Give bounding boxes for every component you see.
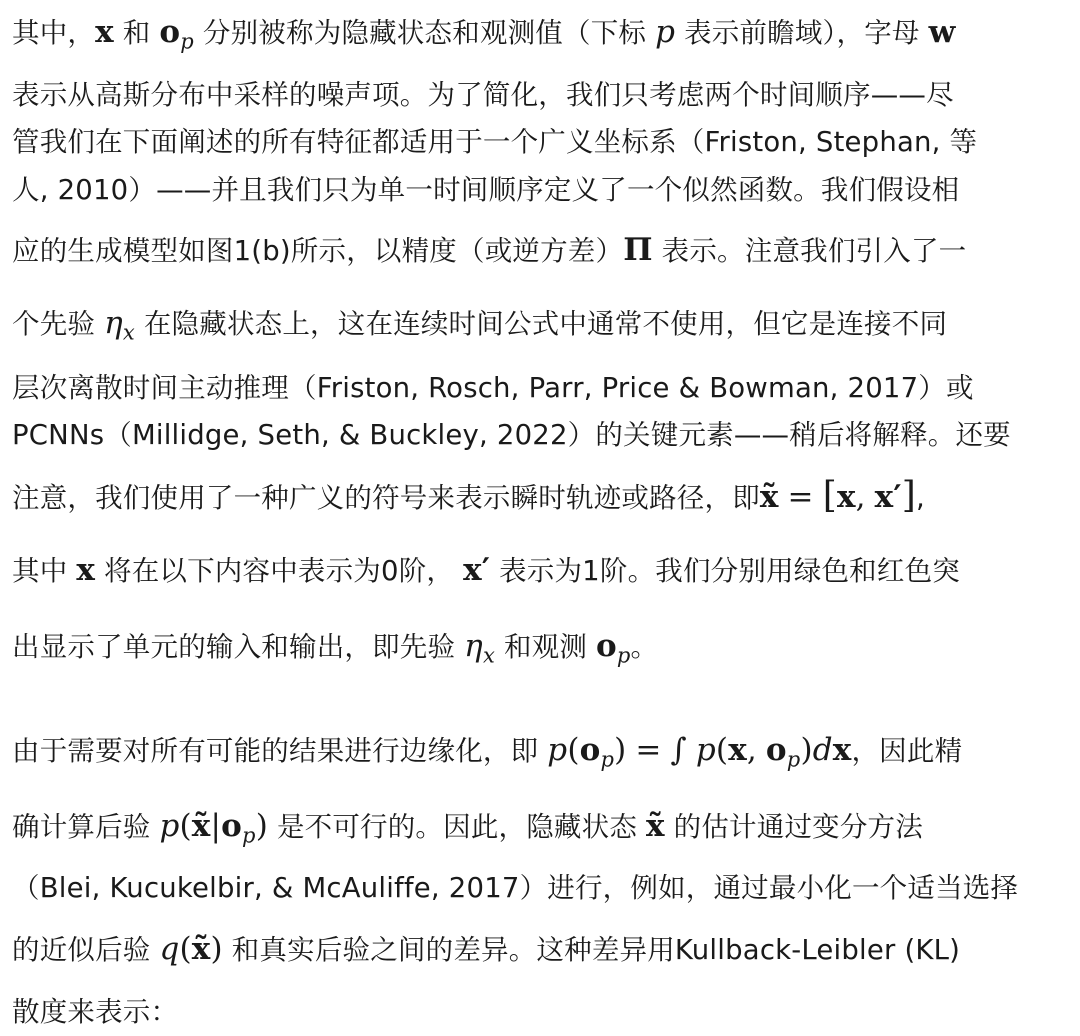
text-line-2 <box>12 75 1068 115</box>
math-subscript: x <box>482 643 495 668</box>
text-run: 层次离散时间主动推理（Friston, Rosch, Parr, Price & Bowman, 2017）或 <box>12 372 974 404</box>
text-run: 分别被称为隐藏状态和观测值（下标 <box>202 17 647 49</box>
text-line-12 <box>12 730 1068 780</box>
math-symbol: o <box>765 732 787 768</box>
math-symbol: Π <box>623 232 653 268</box>
text-line-9 <box>12 476 1068 518</box>
math-symbol: x <box>836 479 856 515</box>
math-symbol: x′ <box>463 552 491 588</box>
text-run: 和 <box>122 17 151 49</box>
text-run: 表示前瞻域），字母 <box>684 17 920 49</box>
text-line-11 <box>12 626 1068 676</box>
math-symbol: η <box>104 305 123 341</box>
math-symbol: o <box>596 628 617 664</box>
text-run: PCNNs（Millidge, Seth, & Buckley, 2022）的关键元素——稍后将解释。还要 <box>12 419 1011 451</box>
text-line-4 <box>12 170 1068 210</box>
text-run: 的估计通过变分方法 <box>673 811 923 843</box>
math-bracket: ) <box>210 931 223 967</box>
text-run: ，因此精 <box>851 735 963 767</box>
text-run: 。 <box>630 631 659 663</box>
math-symbol: x̃ <box>759 479 779 515</box>
text-run: 表示为1阶。我们分别用绿色和红色突 <box>499 555 960 587</box>
math-bracket: ( <box>715 732 729 768</box>
text-run: 个先验 <box>12 308 96 340</box>
math-symbol: x̃ <box>646 808 665 844</box>
text-run: （Blei, Kucukelbir, & McAuliffe, 2017）进行，例如，通过最小化一个适当选择 <box>12 872 1019 904</box>
text-line-15 <box>12 929 1068 970</box>
math-operator: ∫ <box>670 732 687 768</box>
text-run: , <box>915 482 925 514</box>
math-symbol: w <box>928 14 956 50</box>
text-run: 人, 2010）——并且我们只为单一时间顺序定义了一个似然函数。我们假设相 <box>12 174 960 206</box>
math-subscript: p <box>600 747 615 772</box>
math-symbol: q <box>159 931 180 967</box>
math-symbol: η <box>464 628 483 664</box>
math-bracket: ( <box>179 931 192 967</box>
text-line-5 <box>12 230 1068 271</box>
math-operator: , <box>855 479 866 515</box>
text-line-8 <box>12 415 1068 455</box>
math-symbol: x′ <box>874 479 902 515</box>
text-run: 表示。注意我们引入了一 <box>661 235 967 267</box>
math-bracket: [ <box>822 475 837 516</box>
math-bracket: ] <box>901 475 916 516</box>
math-symbol: x̃ <box>191 808 211 844</box>
text-line-6 <box>12 303 1068 353</box>
text-run: 应的生成模型如图1(b)所示，以精度（或逆方差） <box>12 235 624 267</box>
math-symbol: x <box>95 14 114 50</box>
math-symbol: d <box>812 732 833 768</box>
math-bracket: ) <box>255 808 268 844</box>
math-symbol: x <box>76 552 96 588</box>
math-bracket: ( <box>179 808 192 844</box>
math-symbol: p <box>695 732 716 768</box>
text-run: 由于需要对所有可能的结果进行边缘化，即 <box>12 735 539 767</box>
text-line-16 <box>12 992 1068 1032</box>
math-symbol: p <box>159 808 180 844</box>
math-subscript: p <box>242 823 256 848</box>
text-line-3 <box>12 122 1068 162</box>
math-symbol: p <box>655 14 676 50</box>
math-bracket: ( <box>567 732 580 768</box>
math-symbol: x <box>832 732 852 768</box>
text-run: 其中， <box>12 17 96 49</box>
text-run: 的近似后验 <box>12 934 151 966</box>
text-run: 和观测 <box>503 631 588 663</box>
math-operator: | <box>210 808 222 844</box>
math-subscript: p <box>616 643 631 668</box>
text-line-1 <box>12 12 1068 62</box>
text-run: 确计算后验 <box>12 811 151 843</box>
text-line-13 <box>12 806 1068 856</box>
text-run: 其中 <box>12 555 68 587</box>
math-symbol: o <box>159 14 181 50</box>
math-bracket: ) <box>614 732 627 768</box>
text-run: 将在以下内容中表示为0阶， <box>104 555 455 587</box>
math-symbol: x̃ <box>191 931 211 967</box>
text-run: 在隐藏状态上，这在连续时间公式中通常不使用，但它是连接不同 <box>143 308 948 340</box>
text-line-10 <box>12 550 1068 591</box>
math-operator: = <box>635 732 662 768</box>
text-line-7 <box>12 368 1068 408</box>
text-run: 表示从高斯分布中采样的噪声项。为了简化，我们只考虑两个时间顺序——尽 <box>12 79 954 111</box>
math-subscript: x <box>122 320 135 345</box>
text-run: 出显示了单元的输入和输出，即先验 <box>12 631 456 663</box>
text-line-14 <box>12 868 1068 908</box>
math-symbol: p <box>547 732 568 768</box>
math-symbol: o <box>221 808 243 844</box>
text-run: 管我们在下面阐述的所有特征都适用于一个广义坐标系（Friston, Stephan, 等 <box>12 126 978 158</box>
text-run: 注意，我们使用了一种广义的符号来表示瞬时轨迹或路径，即 <box>12 482 760 514</box>
math-bracket: ) <box>800 732 813 768</box>
math-symbol: o <box>579 732 601 768</box>
math-subscript: p <box>180 29 194 54</box>
math-operator: , <box>746 732 757 768</box>
text-run: 是不可行的。因此，隐藏状态 <box>276 811 638 843</box>
text-run: 散度来表示： <box>12 996 179 1028</box>
text-run: 和真实后验之间的差异。这种差异用Kullback-Leibler (KL) <box>231 934 961 966</box>
math-symbol: x <box>728 732 747 768</box>
math-operator: = <box>787 479 814 515</box>
math-subscript: p <box>786 747 801 772</box>
